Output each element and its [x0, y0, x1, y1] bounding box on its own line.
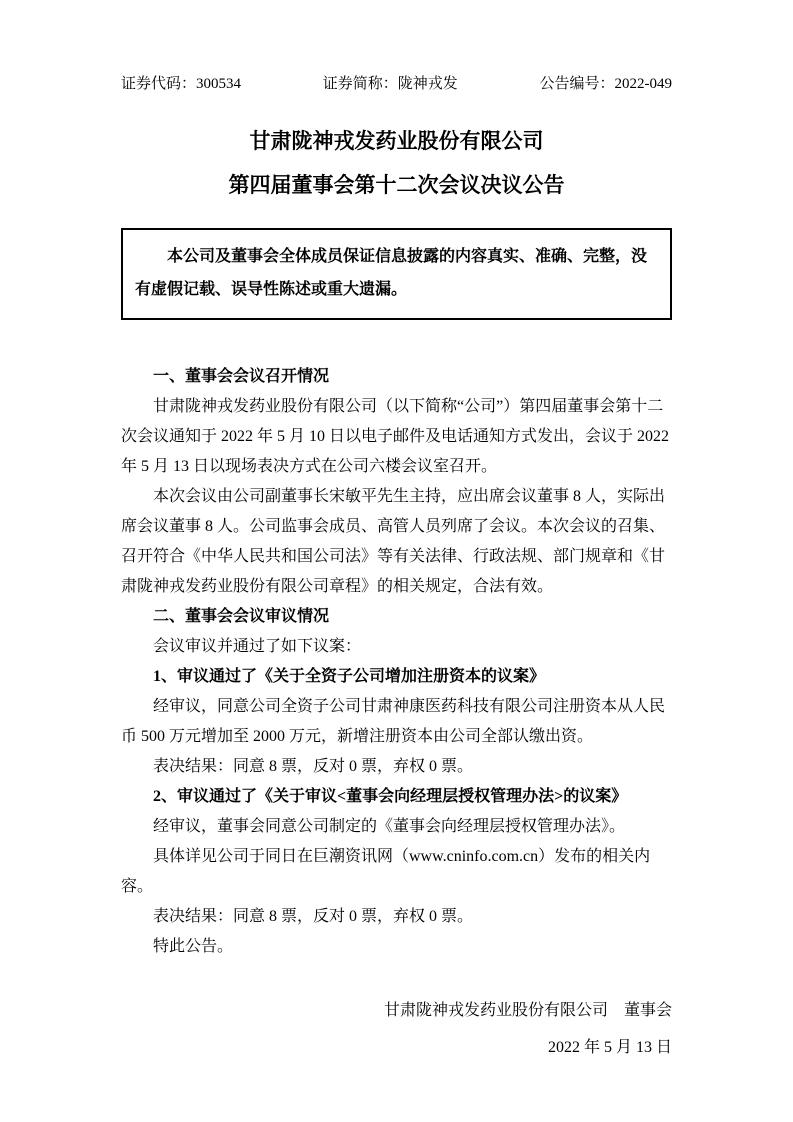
- announcement-subject-title: 第四届董事会第十二次会议决议公告: [228, 173, 565, 197]
- closing-statement: 特此公告。: [153, 938, 234, 955]
- item-2-heading: 2、审议通过了《关于审议<董事会向经理层授权管理办法>的议案》: [153, 788, 628, 805]
- item-2-publication-note: 具体详见公司于同日在巨潮资讯网（www.cninfo.com.cn）发布的相关内容。: [121, 848, 651, 895]
- document-title: [121, 128, 672, 198]
- item-2-detail: 经审议，董事会同意公司制定的《董事会向经理层授权管理办法》。: [153, 818, 626, 835]
- company-name-title: 甘肃陇神戎发药业股份有限公司: [249, 129, 544, 153]
- document-header: [121, 74, 672, 94]
- item-1-heading: 1、审议通过了《关于全资子公司增加注册资本的议案》: [153, 668, 546, 685]
- meeting-notice-paragraph: 甘肃陇神戎发药业股份有限公司（以下简称“公司”）第四届董事会第十二次会议通知于 2022 年 5 月 10 日以电子邮件及电话通知方式发出，会议于 2022 年 5 月 13 日以现场表决方式在公司六楼会议室召开。: [121, 398, 670, 475]
- stock-code: 证券代码：300534: [121, 76, 242, 92]
- item-2-vote-result: 表决结果：同意 8 票，反对 0 票，弃权 0 票。: [153, 908, 474, 925]
- item-1-detail: 经审议，同意公司全资子公司甘肃神康医药科技有限公司注册资本从人民币 500 万元增加至 2000 万元，新增注册资本由公司全部认缴出资。: [121, 698, 666, 745]
- meeting-attendance-paragraph: 本次会议由公司副董事长宋敏平先生主持，应出席会议董事 8 人，实际出席会议董事 8 人。公司监事会成员、高管人员列席了会议。本次会议的召集、召开符合《中华人民共和国公司法》等有关法律、行政法规、部门规章和《甘肃陇神戎发药业股份有限公司章程》的相关规定，合法有效。: [121, 488, 666, 595]
- signature-line: 甘肃陇神戎发药业股份有限公司 董事会: [383, 1002, 672, 1019]
- disclaimer-box: [121, 228, 672, 320]
- date-line: 2022 年 5 月 13 日: [547, 1039, 672, 1056]
- document-footer: [121, 992, 672, 1066]
- item-1-vote-result: 表决结果：同意 8 票，反对 0 票，弃权 0 票。: [153, 758, 474, 775]
- stock-name: 证券简称：陇神戎发: [322, 76, 458, 92]
- document-body: [121, 362, 672, 962]
- announcement-number: 公告编号：2022-049: [539, 76, 672, 92]
- resolution-intro: 会议审议并通过了如下议案：: [153, 638, 362, 655]
- section-1-heading: 一、董事会会议召开情况: [153, 368, 330, 385]
- section-2-heading: 二、董事会会议审议情况: [153, 608, 330, 625]
- disclaimer-text: 本公司及董事会全体成员保证信息披露的内容真实、准确、完整，没有虚假记载、误导性陈述或重大遗漏。: [135, 248, 648, 298]
